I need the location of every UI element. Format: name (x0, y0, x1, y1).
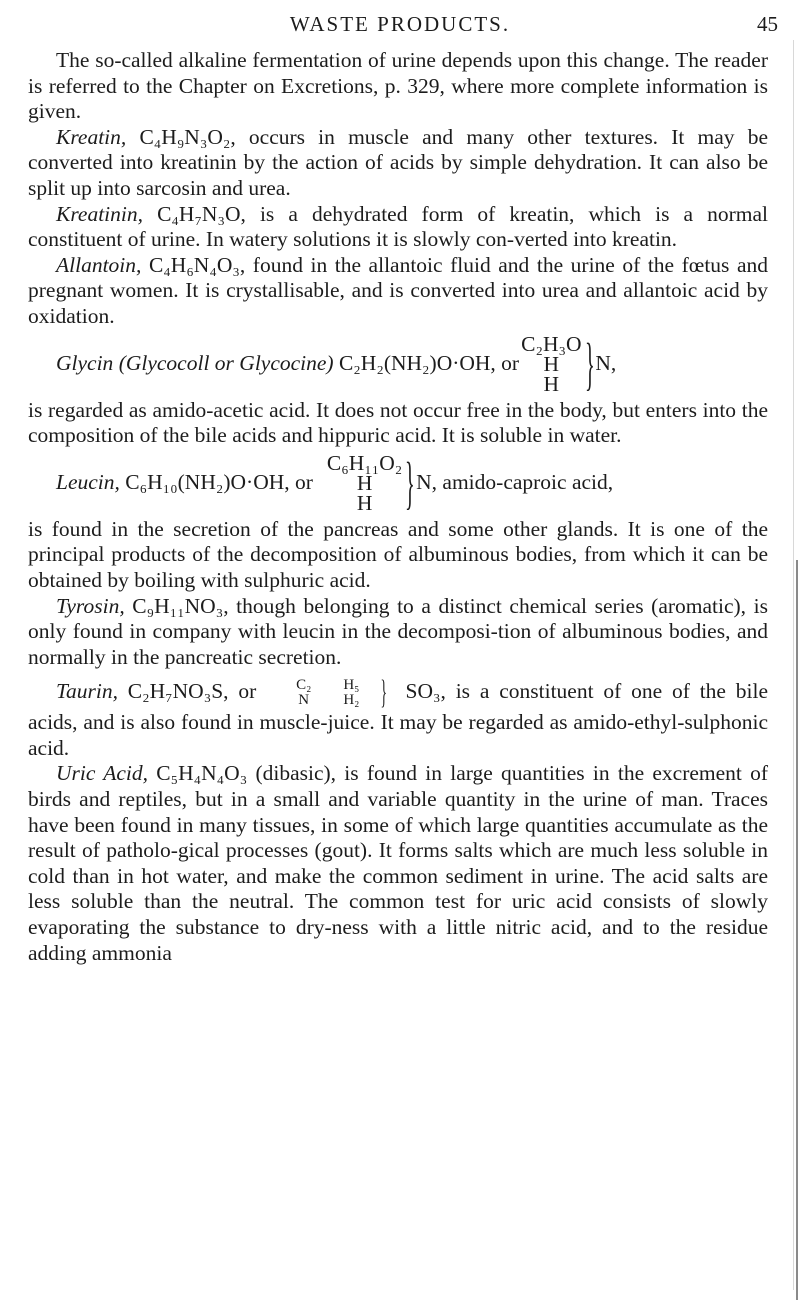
term-kreatinin: Kreatinin, (56, 201, 143, 226)
term-allantoin: Allantoin, (56, 252, 142, 277)
formula-glycin: C₂H₂(NH₂)O·OH, or (338, 350, 520, 375)
stack-row: C₆H₁₁O₂ (326, 450, 403, 475)
term-kreatin: Kreatin, (56, 124, 127, 149)
stack-row: H (356, 470, 373, 495)
term-glycin-alt: (Glycocoll or Glycocine) (118, 350, 334, 375)
formula-uric-acid: C₅H₄N₄O₃ (156, 761, 248, 786)
term-tyrosin: Tyrosin, (56, 593, 125, 618)
text-kreatinin: is a dehydrated form of kreatin, which is a normal constituent of urine. In watery solutions it is slowly con-verted into kreatin. (28, 201, 769, 252)
text-taurin: acids, and is also found in muscle-juice. It may be regarded as amido-ethyl-sulphonic acid. (28, 710, 768, 760)
page-title: WASTE PRODUCTS. (289, 12, 511, 36)
paragraph-allantoin (28, 253, 768, 330)
formula-kreatinin: C₄H₇N₃O, (157, 201, 246, 226)
stack-row: H₅ (343, 677, 360, 694)
stack-row: C₂H₃O (521, 331, 582, 356)
paragraph-kreatin (28, 125, 768, 202)
formula-line-glycin (28, 330, 768, 398)
paragraph-fermentation: The so-called alkaline fermentation of urine depends upon this change. The reader is referred to the Chapter on Excretions, p. 329, where more complete information is given. (28, 48, 768, 124)
paragraph-leucin: is found in the secretion of the pancreas and some other glands. It is one of the principal products of the decomposition of albuminous bodies, from which it can be obtained by boiling with sulphuric acid. (28, 516, 768, 592)
stack-row: H (543, 351, 560, 376)
text-kreatin: occurs in muscle and many other textures. It may be converted into kreatinin by the action of acids by simple dehydration. It can also be split up into sarcosin and urea. (28, 124, 768, 200)
text-tyrosin: though belonging to a distinct chemical series (aromatic), is only found in company with leucin in the decomposi-tion of albuminous bodies, and normally in the pancreatic secretion. (28, 593, 768, 669)
stack-row: C₂ (296, 677, 312, 694)
structural-stack-taurin-left (268, 678, 311, 708)
stack-row: H₂ (343, 692, 360, 709)
page-edge-line (796, 560, 798, 1300)
paragraph-glycin: is regarded as amido-acetic acid. It does not occur free in the body, but enters into the composition of the bile acids and hippuric acid. It is soluble in water. (28, 397, 768, 448)
structural-stack-taurin-right (315, 678, 359, 708)
formula-taurin: C₂H₇NO₃S, or (127, 679, 257, 704)
paragraph-uric-acid (28, 761, 768, 966)
structural-stack-leucin (326, 450, 403, 515)
stack-row: H (543, 371, 560, 396)
formula-tyrosin: C₉H₁₁NO₃, (132, 593, 229, 618)
paragraph-taurin (28, 676, 768, 761)
formula-leucin: C₆H₁₀(NH₂)O·OH, or (125, 469, 313, 494)
formula-kreatin: C₄H₉N₃O₂, (139, 124, 236, 149)
text-allantoin: found in the allantoic fluid and the urine of the fœtus and pregnant women. It is crystallisable, and is converted into urea and allantoic acid by oxidation. (28, 252, 769, 328)
term-leucin: Leucin, (56, 469, 120, 494)
page-body (28, 48, 768, 966)
structural-stack-glycin (521, 331, 582, 396)
running-header (0, 6, 800, 40)
formula-tail-taurin: SO₃, is a constituent of one of the bile (405, 679, 769, 704)
term-taurin: Taurin, (56, 679, 118, 704)
right-brace: } (584, 330, 595, 396)
formula-allantoin: C₄H₆N₄O₃, (148, 252, 246, 277)
page-edge-shadow (793, 40, 794, 1290)
formula-line-leucin (28, 449, 768, 517)
stack-row: N (298, 692, 310, 709)
text-uric-acid: (dibasic), is found in large quantities in the excrement of birds and reptiles, but in a small and variable quantity in the urine of man. Traces have been found in many tissues, in some of which large quantities accumulate as the result of patholo-gical processes (gout). It forms salts which are much less soluble in cold than in hot water, and make the common sediment in urine. The acid salts are less soluble than the neutral. The common test for uric acid consists of slowly evaporating the substance to dry-ness with a little nitric acid, and to the residue adding ammonia (28, 761, 769, 965)
page-number: 45 (757, 12, 778, 36)
formula-tail-glycin: N, (595, 350, 617, 375)
stack-row: H (356, 490, 373, 515)
term-uric-acid: Uric Acid, (56, 761, 149, 786)
right-brace: } (380, 674, 388, 712)
paragraph-tyrosin (28, 594, 768, 671)
paragraph-kreatinin (28, 202, 768, 253)
term-glycin: Glycin (56, 350, 114, 375)
right-brace: } (405, 449, 416, 515)
formula-tail-leucin: N, amido-caproic acid, (416, 469, 614, 494)
